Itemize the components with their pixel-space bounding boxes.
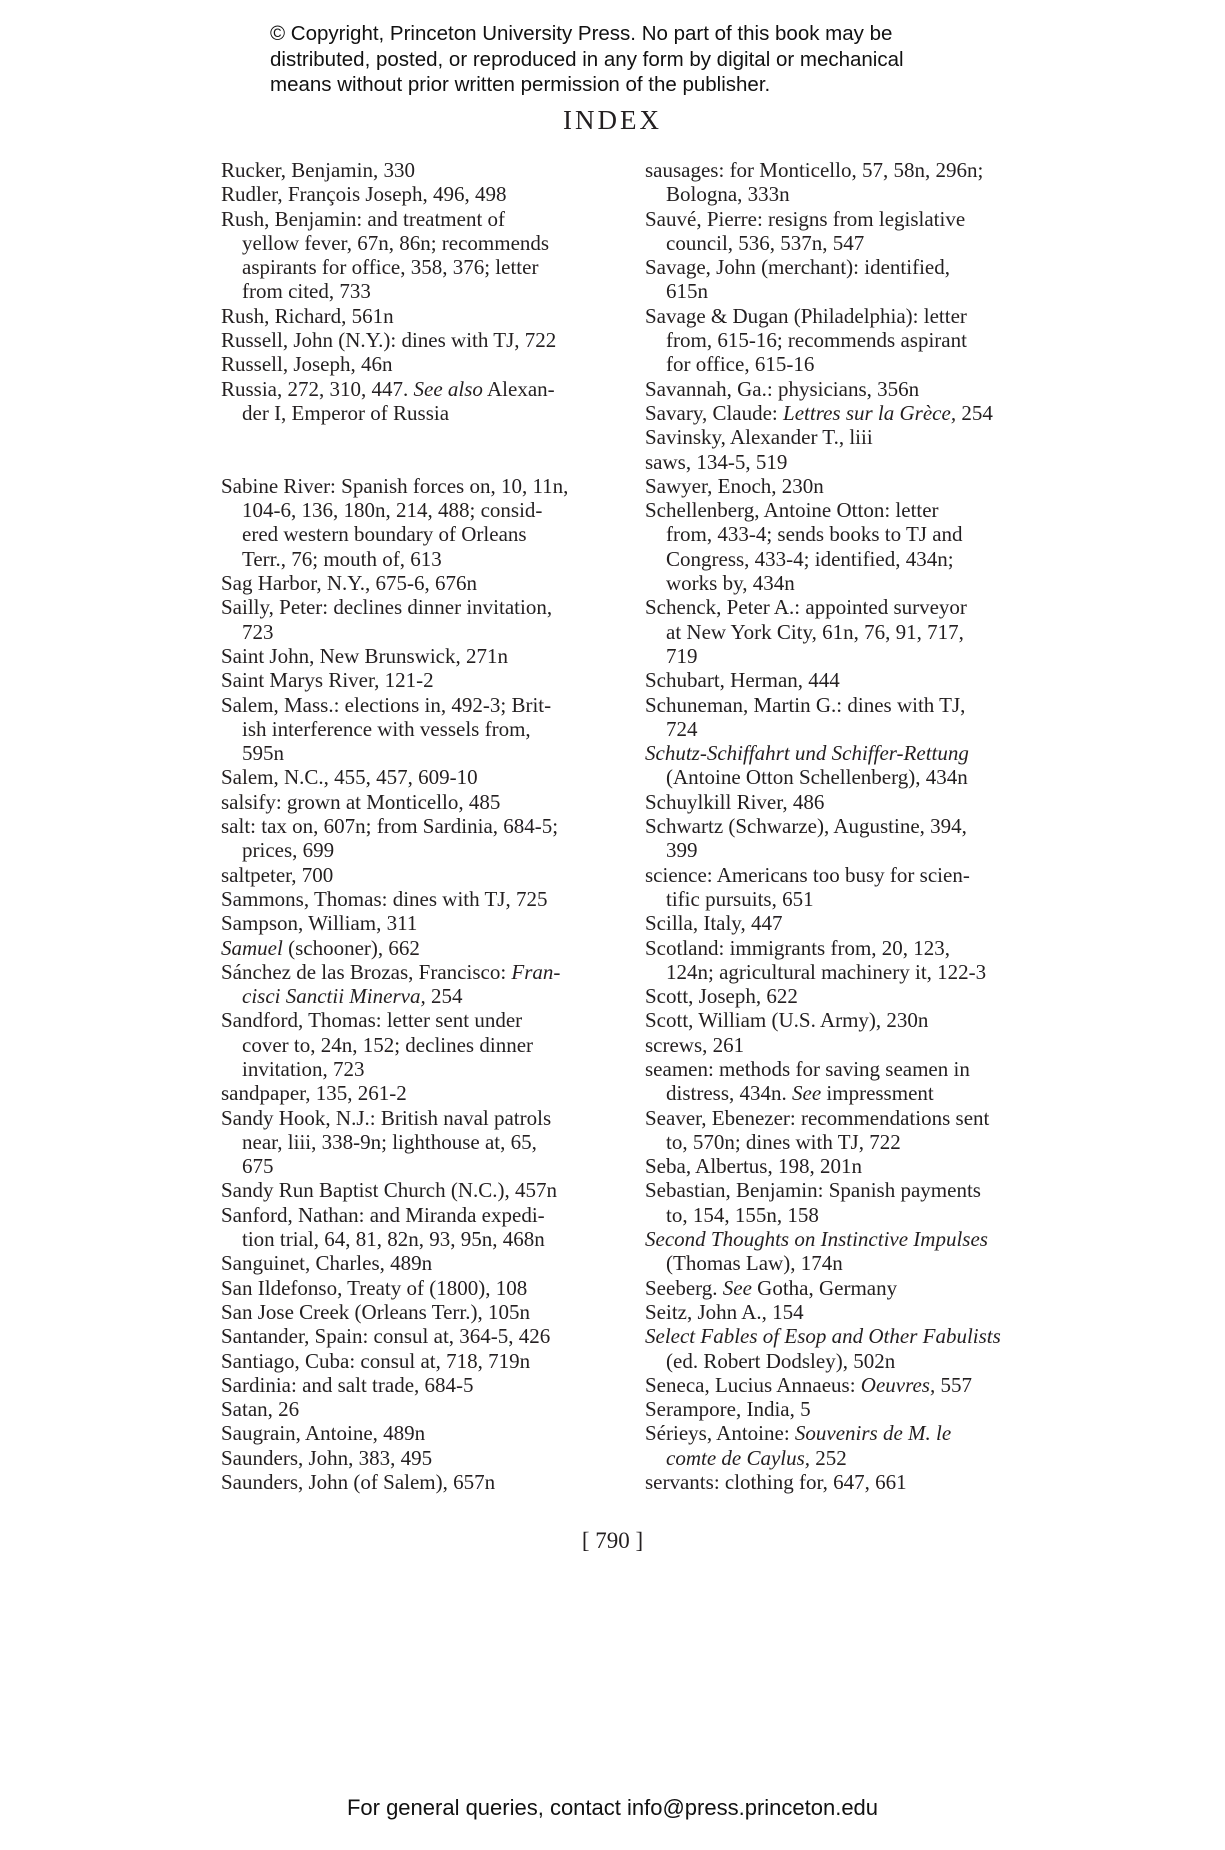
index-entry [645, 1154, 1065, 1178]
index-entry-line: Second Thoughts on Instinctive Impulses [645, 1227, 988, 1252]
index-entry-line: Scotland: immigrants from, 20, 123, [645, 935, 951, 960]
footer-contact: For general queries, contact info@press.princeton.edu [346, 1795, 879, 1820]
index-entry-line: Sabine River: Spanish forces on, 10, 11n, [221, 473, 569, 498]
index-entry [645, 158, 1065, 207]
index-entry-line: (Thomas Law), 174n [666, 1251, 843, 1276]
index-entry-line: Sandy Run Baptist Church (N.C.), 457n [221, 1178, 557, 1203]
index-entry-line: from, 433-4; sends books to TJ and [666, 522, 963, 547]
index-entry-line: Saint John, New Brunswick, 271n [221, 643, 508, 668]
index-entry [645, 1397, 1065, 1421]
index-entry [645, 1008, 1065, 1032]
index-entry-line: ered western boundary of Orleans [242, 522, 527, 547]
index-entry [221, 1421, 641, 1445]
index-entry-line: Savage, John (merchant): identified, [645, 255, 950, 280]
index-entry-line: near, liii, 338-9n; lighthouse at, 65, [242, 1129, 537, 1154]
index-entry [221, 1251, 641, 1275]
index-entry [645, 814, 1065, 863]
index-entry [645, 911, 1065, 935]
index-entry [221, 1300, 641, 1324]
index-entry-line: Seba, Albertus, 198, 201n [645, 1154, 862, 1179]
index-entry-line: saltpeter, 700 [221, 862, 334, 887]
index-entry [645, 401, 1065, 425]
index-entry-line: Rush, Benjamin: and treatment of [221, 206, 506, 231]
index-entry-line: Salem, Mass.: elections in, 492-3; Brit- [221, 692, 552, 717]
index-entry-line: Sanguinet, Charles, 489n [221, 1251, 433, 1276]
index-entry [645, 936, 1065, 985]
index-entry-line: Sánchez de las Brozas, Francisco: Fran- [221, 959, 561, 984]
index-entry [645, 1300, 1065, 1324]
index-entry-line: Schutz-Schiffahrt und Schiffer-Rettung [645, 741, 969, 766]
index-entry-line: Rucker, Benjamin, 330 [221, 158, 415, 182]
index-entry-line: Scott, William (U.S. Army), 230n [645, 1008, 929, 1033]
index-entry-line: for office, 615-16 [666, 352, 815, 377]
index-entry-line: Sérieys, Antoine: Souvenirs de M. le [645, 1421, 952, 1446]
index-entry-line: from, 615-16; recommends aspirant [666, 328, 967, 353]
index-entry [645, 1276, 1065, 1300]
index-entry-line: cover to, 24n, 152; declines dinner [242, 1032, 534, 1057]
index-entry [221, 1446, 641, 1470]
index-entry-line: Sailly, Peter: declines dinner invitation, [221, 595, 553, 620]
index-entry-line: Bologna, 333n [666, 182, 790, 207]
index-entry-line: San Jose Creek (Orleans Terr.), 105n [221, 1299, 530, 1324]
index-entry-line: Rudler, François Joseph, 496, 498 [221, 182, 507, 207]
index-entry [221, 1373, 641, 1397]
index-entry [645, 1178, 1065, 1227]
index-entry [221, 863, 641, 887]
index-entry [645, 1033, 1065, 1057]
copyright-line: means without prior written permission of the publisher. [270, 73, 771, 96]
index-entry [221, 1324, 641, 1348]
index-entry [221, 644, 641, 668]
index-entry [221, 304, 641, 328]
index-entry [645, 790, 1065, 814]
index-entry-line: Saint Marys River, 121-2 [221, 668, 434, 693]
index-entry [221, 936, 641, 960]
index-entry-line: prices, 699 [242, 838, 335, 863]
index-entry-line: at New York City, 61n, 76, 91, 717, [666, 619, 964, 644]
index-entry-line: Samuel (schooner), 662 [221, 935, 420, 960]
index-entry-line: Seeberg. See Gotha, Germany [645, 1275, 898, 1300]
index-entry [221, 1203, 641, 1252]
index-entry-line: Congress, 433-4; identified, 434n; [666, 546, 954, 571]
index-entry-line: to, 154, 155n, 158 [666, 1202, 819, 1227]
index-entry [221, 158, 641, 182]
index-entry-line: 595n [242, 741, 284, 766]
index-entry-line: Schellenberg, Antoine Otton: letter [645, 498, 939, 523]
index-entry [645, 450, 1065, 474]
index-entry [645, 377, 1065, 401]
index-entry-line: cisci Sanctii Minerva, 254 [242, 984, 463, 1009]
index-entry-line: Schenck, Peter A.: appointed surveyor [645, 595, 967, 620]
index-entry-line: 399 [666, 838, 698, 863]
copyright-notice [270, 21, 1030, 98]
page-number: [ 790 ] [581, 1528, 644, 1553]
index-entry-line: salt: tax on, 607n; from Sardinia, 684-5; [221, 814, 559, 839]
index-entry-line: Schuneman, Martin G.: dines with TJ, [645, 692, 966, 717]
index-entry-line: San Ildefonso, Treaty of (1800), 108 [221, 1275, 528, 1300]
index-entry-line: Terr., 76; mouth of, 613 [242, 546, 442, 571]
index-entry-line: Savage & Dugan (Philadelphia): letter [645, 303, 967, 328]
index-entry-line: servants: clothing for, 647, 661 [645, 1470, 907, 1495]
index-entry-line: tion trial, 64, 81, 82n, 93, 95n, 468n [242, 1227, 545, 1252]
index-entry [645, 1227, 1065, 1276]
index-entry [221, 352, 641, 376]
index-entry-line: Sammons, Thomas: dines with TJ, 725 [221, 886, 548, 911]
index-entry-line: Sandy Hook, N.J.: British naval patrols [221, 1105, 552, 1130]
index-entry-line: Seitz, John A., 154 [645, 1299, 804, 1324]
index-entry-line: Salem, N.C., 455, 457, 609-10 [221, 765, 478, 790]
index-entry-line: Sardinia: and salt trade, 684-5 [221, 1372, 474, 1397]
index-entry [221, 595, 641, 644]
index-entry-line: tific pursuits, 651 [666, 886, 814, 911]
index-entry [645, 255, 1065, 304]
index-entry [221, 1178, 641, 1202]
section-gap [221, 425, 641, 474]
index-entry-line: der I, Emperor of Russia [242, 400, 450, 425]
index-entry-line: aspirants for office, 358, 376; letter [242, 255, 539, 280]
index-entry-line: 124n; agricultural machinery it, 122-3 [666, 959, 987, 984]
index-entry-line: council, 536, 537n, 547 [666, 230, 865, 255]
index-entry [221, 960, 641, 1009]
copyright-line: distributed, posted, or reproduced in any form by digital or mechanical [270, 47, 904, 71]
index-entry-line: works by, 434n [666, 571, 795, 596]
index-entry [221, 377, 641, 426]
index-entry [221, 1349, 641, 1373]
index-entry [645, 863, 1065, 912]
index-entry-line: Russell, John (N.Y.): dines with TJ, 722 [221, 328, 557, 353]
copyright-line: © Copyright, Princeton University Press. No part of this book may be [270, 22, 893, 45]
index-entry-line: Schubart, Herman, 444 [645, 668, 840, 693]
index-entry [645, 668, 1065, 692]
index-entry-line: to, 570n; dines with TJ, 722 [666, 1129, 901, 1154]
index-entry-line: Schwartz (Schwarze), Augustine, 394, [645, 814, 967, 839]
index-entry [221, 765, 641, 789]
index-entry-line: from cited, 733 [242, 279, 371, 304]
index-column-right [645, 158, 1065, 1494]
index-entry [645, 984, 1065, 1008]
index-entry [645, 1106, 1065, 1155]
index-entry [221, 1081, 641, 1105]
index-entry [221, 182, 641, 206]
index-entry [645, 498, 1065, 595]
index-entry-line: ish interference with vessels from, [242, 716, 531, 741]
index-entry-line: 104-6, 136, 180n, 214, 488; consid- [242, 498, 543, 523]
index-entry [221, 571, 641, 595]
index-entry-line: Russia, 272, 310, 447. See also Alexan- [221, 376, 555, 401]
index-entry-line: Satan, 26 [221, 1397, 300, 1422]
index-entry [645, 693, 1065, 742]
index-entry [221, 1470, 641, 1494]
index-entry [221, 887, 641, 911]
index-entry-line: Sauvé, Pierre: resigns from legislative [645, 206, 966, 231]
index-entry-line: seamen: methods for saving seamen in [645, 1056, 970, 1081]
index-entry-line: Sandford, Thomas: letter sent under [221, 1008, 523, 1033]
index-entry-line: Sebastian, Benjamin: Spanish payments [645, 1178, 981, 1203]
index-entry [221, 1106, 641, 1179]
index-entry [645, 1324, 1065, 1373]
index-entry-line: Saunders, John, 383, 495 [221, 1445, 433, 1470]
index-entry-line: Seaver, Ebenezer: recommendations sent [645, 1105, 990, 1130]
index-entry-line: Sanford, Nathan: and Miranda expedi- [221, 1202, 545, 1227]
index-entry-line: sausages: for Monticello, 57, 58n, 296n; [645, 158, 984, 182]
index-entry [221, 693, 641, 766]
index-entry [221, 790, 641, 814]
index-entry-line: Sampson, William, 311 [221, 911, 418, 936]
index-entry-line: 675 [242, 1154, 274, 1179]
index-entry [645, 1373, 1065, 1397]
index-entry [221, 911, 641, 935]
index-entry-line: Sawyer, Enoch, 230n [645, 473, 824, 498]
index-entry [221, 474, 641, 571]
index-entry-line: Scott, Joseph, 622 [645, 984, 798, 1009]
index-entry [645, 425, 1065, 449]
index-entry-line: 723 [242, 619, 274, 644]
index-entry-line: 719 [666, 643, 698, 668]
index-entry-line: salsify: grown at Monticello, 485 [221, 789, 501, 814]
index-entry-line: Santiago, Cuba: consul at, 718, 719n [221, 1348, 531, 1373]
index-entry [645, 1057, 1065, 1106]
index-entry [645, 595, 1065, 668]
index-entry-line: Select Fables of Esop and Other Fabulists [645, 1324, 1001, 1349]
index-entry-line: sandpaper, 135, 261-2 [221, 1081, 407, 1106]
index-entry-line: comte de Caylus, 252 [666, 1445, 847, 1470]
index-entry [645, 304, 1065, 377]
index-entry-line: (ed. Robert Dodsley), 502n [666, 1348, 896, 1373]
index-entry-line: yellow fever, 67n, 86n; recommends [242, 230, 550, 255]
index-entry-line: invitation, 723 [242, 1056, 365, 1081]
index-entry-line: Santander, Spain: consul at, 364-5, 426 [221, 1324, 551, 1349]
index-entry [645, 1421, 1065, 1470]
index-entry-line: Saugrain, Antoine, 489n [221, 1421, 426, 1446]
index-entry-line: Rush, Richard, 561n [221, 303, 394, 328]
index-entry [221, 1008, 641, 1081]
index-entry-line: 615n [666, 279, 708, 304]
index-entry [221, 1276, 641, 1300]
index-entry [221, 814, 641, 863]
index-entry-line: screws, 261 [645, 1032, 745, 1057]
index-entry-line: Saunders, John (of Salem), 657n [221, 1470, 496, 1495]
index-entry [645, 1470, 1065, 1494]
index-column-left [221, 158, 641, 1494]
index-entry-line: Sag Harbor, N.Y., 675-6, 676n [221, 571, 477, 596]
index-entry-line: saws, 134-5, 519 [645, 449, 788, 474]
index-entry-line: Savary, Claude: Lettres sur la Grèce, 254 [645, 400, 993, 425]
index-entry [221, 328, 641, 352]
index-entry-line: (Antoine Otton Schellenberg), 434n [666, 765, 968, 790]
index-entry [221, 207, 641, 304]
index-entry-line: Russell, Joseph, 46n [221, 352, 393, 377]
index-entry [645, 474, 1065, 498]
index-entry-line: distress, 434n. See impressment [666, 1081, 934, 1106]
index-entry-line: Savinsky, Alexander T., liii [645, 425, 873, 450]
index-entry [645, 741, 1065, 790]
index-entry-line: Serampore, India, 5 [645, 1397, 811, 1422]
index-entry [221, 668, 641, 692]
index-entry [221, 1397, 641, 1421]
index-entry [645, 207, 1065, 256]
index-entry-line: Savannah, Ga.: physicians, 356n [645, 376, 920, 401]
index-entry-line: 724 [666, 716, 698, 741]
index-entry-line: Schuylkill River, 486 [645, 789, 825, 814]
index-entry-line: Scilla, Italy, 447 [645, 911, 783, 936]
index-entry-line: Seneca, Lucius Annaeus: Oeuvres, 557 [645, 1372, 972, 1397]
index-entry-line: science: Americans too busy for scien- [645, 862, 970, 887]
page-heading: INDEX [563, 105, 662, 135]
